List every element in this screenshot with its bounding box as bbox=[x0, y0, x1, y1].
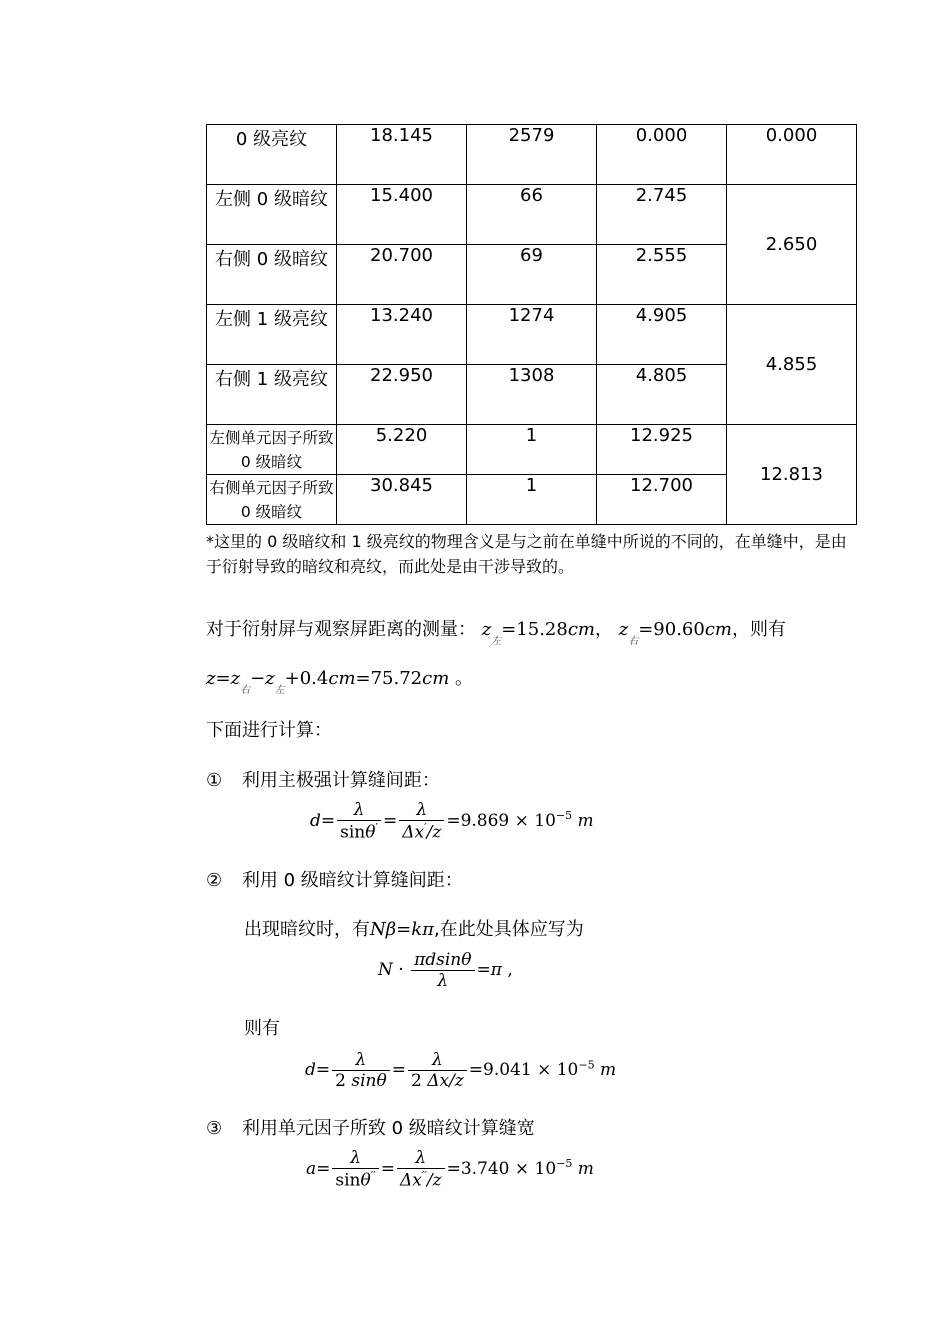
step-text: 利用主极强计算缝间距： bbox=[241, 770, 440, 791]
equation-1: d= $\frac{\lambda}{\sin\theta'}$ = $\frac{\lambda}{\Delta x'/z}$ $=9.869 \times 10^{-5}$ m bbox=[310, 800, 594, 843]
table-cell: 5.220 bbox=[337, 425, 467, 475]
table-row bbox=[207, 125, 857, 185]
calc-heading: 下面进行计算： bbox=[206, 720, 332, 741]
measurement-table bbox=[206, 124, 857, 525]
step-number: ② bbox=[206, 870, 223, 891]
unit: cm bbox=[704, 619, 732, 640]
then-text: ，则有 bbox=[732, 619, 786, 640]
table-cell: 66 bbox=[467, 185, 597, 245]
table-cell: 12.813 bbox=[727, 425, 857, 525]
exponent: −5 bbox=[555, 809, 573, 823]
unit: cm bbox=[328, 668, 356, 689]
unit: cm bbox=[422, 668, 450, 689]
equation-3: a= $\frac{\lambda}{\sin\theta''}$ = $\frac{\lambda}{\Delta x''/z}$ $=3.740 \times 10^{-5}$ m bbox=[306, 1148, 594, 1191]
table-cell: 22.950 bbox=[337, 365, 467, 425]
step-3-heading bbox=[206, 1114, 535, 1140]
table-cell: 1 bbox=[467, 425, 597, 475]
table-cell: 15.400 bbox=[337, 185, 467, 245]
z-formula: $z=z_右-z_左+0.4cm=75.72cm$ 。 bbox=[206, 668, 474, 696]
table-cell: 1274 bbox=[467, 305, 597, 365]
table-cell: 4.805 bbox=[597, 365, 727, 425]
table-cell: 1 bbox=[467, 475, 597, 525]
table-cell: 30.845 bbox=[337, 475, 467, 525]
step-2-heading bbox=[206, 866, 463, 892]
table-cell: 4.855 bbox=[727, 305, 857, 425]
z-right-value: =90.60 bbox=[638, 619, 705, 640]
table-cell: 左侧单元因子所致 0 级暗纹 bbox=[207, 425, 337, 475]
table-cell: 12.925 bbox=[597, 425, 727, 475]
condition-text-2: ,在此处具体应写为 bbox=[434, 919, 584, 940]
equation-2b: d= $\frac{\lambda}{2 \sin\theta}$ = $\frac{\lambda}{2 \Delta x/z}$ $=9.041 \times 10^{-5}$ m bbox=[305, 1050, 617, 1091]
exponent: −5 bbox=[578, 1058, 595, 1072]
table-cell: 右侧单元因子所致 0 级暗纹 bbox=[207, 475, 337, 525]
table-cell: 12.700 bbox=[597, 475, 727, 525]
step-1-heading bbox=[206, 766, 440, 792]
table-cell: 2579 bbox=[467, 125, 597, 185]
condition-text: 出现暗纹时，有 bbox=[244, 919, 370, 940]
distance-intro: 对于衍射屏与观察屏距离的测量： bbox=[206, 619, 476, 640]
dark-fringe-condition: 出现暗纹时，有Nβ=kπ,在此处具体应写为 bbox=[244, 919, 584, 940]
unit: cm bbox=[567, 619, 595, 640]
result-value: =9.041 × 10 bbox=[468, 1060, 579, 1080]
table-cell: 0 级亮纹 bbox=[207, 125, 337, 185]
period: 。 bbox=[449, 668, 474, 689]
table-cell: 69 bbox=[467, 245, 597, 305]
table-row bbox=[207, 185, 857, 245]
then-label: 则有 bbox=[244, 1018, 280, 1039]
step-number: ① bbox=[206, 770, 223, 791]
table-cell: 右侧 0 级暗纹 bbox=[207, 245, 337, 305]
step-text: 利用单元因子所致 0 级暗纹计算缝宽 bbox=[241, 1118, 535, 1139]
table-cell: 2.650 bbox=[727, 185, 857, 305]
table-cell: 2.555 bbox=[597, 245, 727, 305]
table-cell: 18.145 bbox=[337, 125, 467, 185]
table-cell: 1308 bbox=[467, 365, 597, 425]
result-value: =3.740 × 10 bbox=[446, 1158, 557, 1179]
table-cell: 左侧 0 级暗纹 bbox=[207, 185, 337, 245]
table-cell: 4.905 bbox=[597, 305, 727, 365]
table-cell: 右侧 1 级亮纹 bbox=[207, 365, 337, 425]
table-cell: 2.745 bbox=[597, 185, 727, 245]
table-cell: 0.000 bbox=[597, 125, 727, 185]
step-number: ③ bbox=[206, 1118, 223, 1139]
equation-2a: N · $\frac{\pi dsin\theta}{\lambda}$ =π , bbox=[378, 950, 513, 991]
table-row bbox=[207, 425, 857, 475]
table-cell: 20.700 bbox=[337, 245, 467, 305]
table-cell: 13.240 bbox=[337, 305, 467, 365]
table-row bbox=[207, 305, 857, 365]
z-left-value: =15.28 bbox=[501, 619, 568, 640]
footnote: *这里的 0 级暗纹和 1 级亮纹的物理含义是与之前在单缝中所说的不同的，在单缝中，是由于衍射导致的暗纹和亮纹，而此处是由干涉导致的。 bbox=[206, 532, 847, 576]
table-cell: 0.000 bbox=[727, 125, 857, 185]
z-offset: +0.4 bbox=[284, 668, 329, 689]
result-value: =9.869 × 10 bbox=[446, 810, 556, 831]
step-text: 利用 0 级暗纹计算缝间距： bbox=[241, 870, 463, 891]
exponent: −5 bbox=[556, 1157, 573, 1171]
z-result: =75.72 bbox=[355, 668, 423, 689]
table-cell: 左侧 1 级亮纹 bbox=[207, 305, 337, 365]
distance-line: 对于衍射屏与观察屏距离的测量： $z_左=15.28cm$， $z_右=90.60cm$，则有 bbox=[206, 619, 786, 647]
